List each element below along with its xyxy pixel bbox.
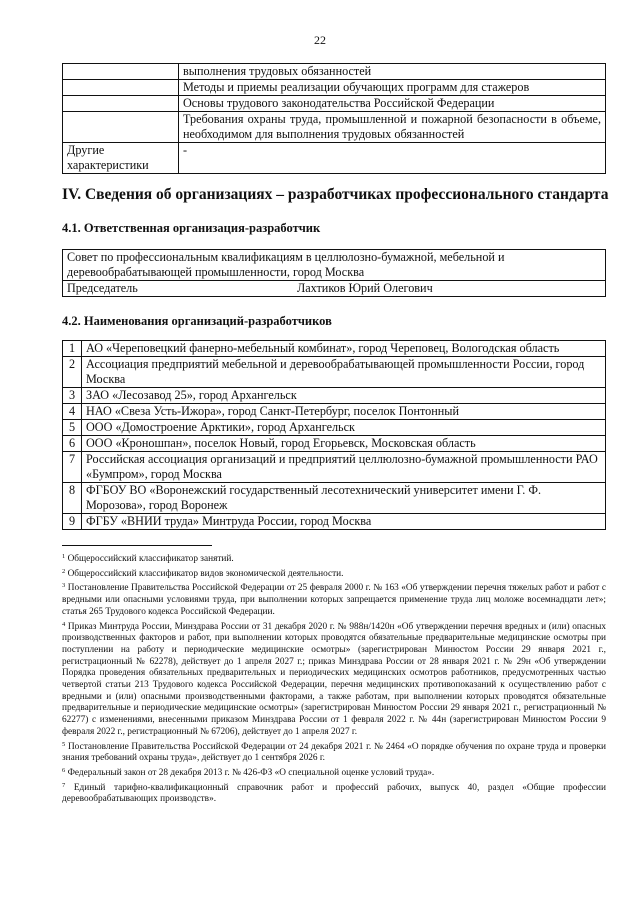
row-label-cell — [63, 96, 179, 112]
table-row — [63, 404, 606, 420]
org-number: 5 — [63, 420, 82, 436]
footnote-marker: 2 — [62, 567, 66, 575]
table-row — [63, 96, 606, 112]
row-text-cell: - — [179, 143, 606, 174]
row-label-cell — [63, 80, 179, 96]
footnote-text: Постановление Правительства Российской Федерации от 24 декабря 2021 г. № 2464 «О порядке обучения по охране труда и проверки знания требований охраны труда», действует до 1 сентября 2026 г. — [62, 741, 606, 764]
org-number: 8 — [63, 483, 82, 514]
footnote-text: Единый тарифно-квалификационный справочник работ и профессий рабочих, выпуск 40, раздел «Общие профессии деревообрабатывающих производств». — [62, 782, 606, 805]
footnote-marker: 3 — [62, 582, 66, 590]
org-number: 1 — [63, 341, 82, 357]
footnote-marker: 1 — [62, 553, 66, 560]
footnote-text: Общероссийский классификатор занятий. — [67, 554, 234, 564]
responsible-organization-table — [62, 249, 606, 297]
org-number: 3 — [63, 388, 82, 404]
table-row — [63, 64, 606, 80]
footnote-text: Федеральный закон от 28 декабря 2013 г. № 426-ФЗ «О специальной оценке условий труда». — [67, 767, 435, 778]
footnote — [62, 619, 606, 739]
chair-cell — [63, 281, 606, 297]
org-name: ЗАО «Лесозавод 25», город Архангельск — [82, 388, 606, 404]
org-name: ФГБУ «ВНИИ труда» Минтруда России, город Москва — [82, 514, 606, 530]
footnote — [62, 566, 606, 581]
table-row — [63, 80, 606, 96]
footnote-text: Приказ Минтруда России, Минздрава России от 31 декабря 2020 г. № 988н/1420н «Об утверждении перечня вредных и (или) опасных производственных факторов и работ, при выполнении которых проводятся обязательные предварительные медицинские осмотры при поступлении на работу и периодические медицинские осмотры» (зарегистрирован Минюстом России 29 января 2021 г., регистрационный № 62278), действует до 1 апреля 2027 г.; приказ Минздрава России от 28 января 2021 г. № 29н «Об утверждении Порядка проведения обязательных предварительных и периодических медицинских осмотров работников, предусмотренных частью четвертой статьи 213 Трудового кодекса Российской Федерации, перечня медицинских противопоказаний к осуществлению работ с вредными и (или) опасными производственными факторами, а также работам, при выполнении которых проводятся обязательные предварительные и периодические медицинские осмотры» (зарегистрирован Минюстом России 29 января 2021 г., регистрационный № 62277) с изменениями, внесенными приказом Минздрава России от 1 февраля 2022 г. № 44н (зарегистрирован Минюстом России 9 февраля 2022 г., регистрационный № 67206), действует до 1 апреля 2027 г. — [62, 621, 606, 737]
chair-name: Лахтиков Юрий Олегович — [297, 281, 433, 295]
org-number: 2 — [63, 357, 82, 388]
org-name: АО «Череповецкий фанерно-мебельный комбинат», город Череповец, Вологодская область — [82, 341, 606, 357]
footnote-text: Постановление Правительства Российской Федерации от 25 февраля 2000 г. № 163 «Об утверждении перечня тяжелых работ и работ с вредными или опасными условиями труда, при выполнении которых запрещается применение труда лиц моложе восемнадцати лет»; статья 265 Трудового кодекса Российской Федерации. — [62, 583, 606, 617]
footnote-marker: 5 — [62, 740, 66, 748]
subsection-title-developers: 4.2. Наименования организаций-разработчиков — [62, 314, 332, 328]
row-text-cell: Основы трудового законодательства Российской Федерации — [179, 96, 606, 112]
table-row — [63, 420, 606, 436]
table-row — [63, 281, 606, 297]
footnote — [62, 765, 606, 780]
org-name: Российская ассоциация организаций и предприятий целлюлозно-бумажной промышленности РАО «Бумпром», город Москва — [82, 452, 606, 483]
table-row — [63, 250, 606, 281]
footnote-divider — [62, 545, 212, 546]
footnote — [62, 739, 606, 765]
footnote-marker: 4 — [62, 620, 66, 628]
footnote-marker: 7 — [62, 781, 66, 789]
chair-label: Председатель — [67, 281, 138, 295]
footnote — [62, 780, 606, 806]
section-title: IV. Сведения об организациях – разработчиках профессионального стандарта — [62, 186, 609, 203]
responsible-org-cell: Совет по профессиональным квалификациям в целлюлозно-бумажной, мебельной и деревообрабатывающей промышленности, город Москва — [63, 250, 606, 281]
page-number: 22 — [314, 33, 326, 47]
table-row — [63, 436, 606, 452]
org-number: 4 — [63, 404, 82, 420]
footnote — [62, 580, 606, 618]
org-number: 9 — [63, 514, 82, 530]
table-row — [63, 452, 606, 483]
row-label-cell — [63, 112, 179, 143]
row-text-cell: выполнения трудовых обязанностей — [179, 64, 606, 80]
row-text-cell: Методы и приемы реализации обучающих программ для стажеров — [179, 80, 606, 96]
qualification-requirements-table — [62, 63, 606, 174]
developer-organizations-table — [62, 340, 606, 530]
table-row — [63, 483, 606, 514]
org-number: 6 — [63, 436, 82, 452]
org-name: ФГБОУ ВО «Воронежский государственный лесотехнический университет имени Г. Ф. Морозова», город Воронеж — [82, 483, 606, 514]
row-label-cell — [63, 64, 179, 80]
org-name: ООО «Кроношпан», поселок Новый, город Егорьевск, Московская область — [82, 436, 606, 452]
table-row — [63, 143, 606, 174]
footnote — [62, 551, 606, 566]
table-row — [63, 388, 606, 404]
org-name: Ассоциация предприятий мебельной и деревообрабатывающей промышленности России, город Москва — [82, 357, 606, 388]
org-name: НАО «Свеза Усть-Ижора», город Санкт-Петербург, поселок Понтонный — [82, 404, 606, 420]
footnotes — [62, 551, 606, 806]
table-row — [63, 341, 606, 357]
footnote-text: Общероссийский классификатор видов экономической деятельности. — [67, 568, 344, 579]
table-row — [63, 357, 606, 388]
subsection-title-responsible: 4.1. Ответственная организация-разработчик — [62, 221, 321, 235]
row-label-cell: Другие характеристики — [63, 143, 179, 174]
table-row — [63, 514, 606, 530]
table-row — [63, 112, 606, 143]
row-text-cell: Требования охраны труда, промышленной и пожарной безопасности в объеме, необходимом для выполнения трудовых обязанностей — [179, 112, 606, 143]
footnote-marker: 6 — [62, 766, 66, 774]
org-name: ООО «Домостроение Арктики», город Архангельск — [82, 420, 606, 436]
org-number: 7 — [63, 452, 82, 483]
